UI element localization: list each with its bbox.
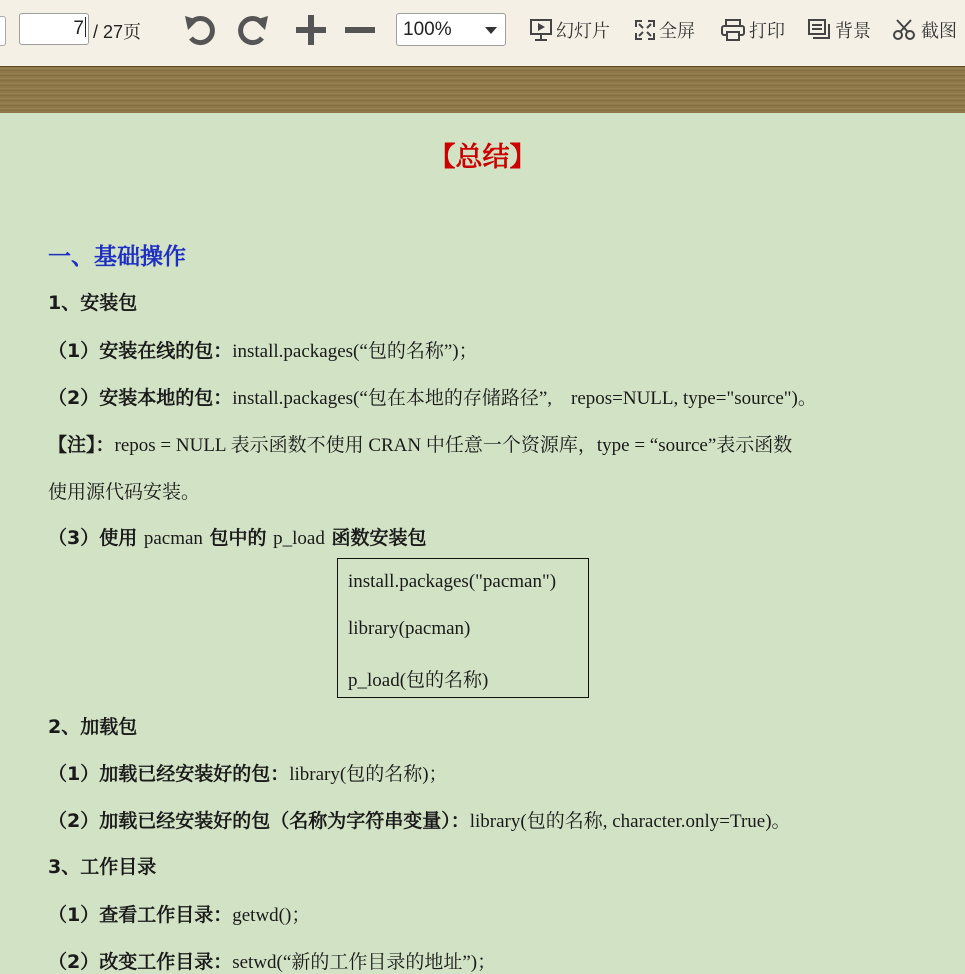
redo-icon[interactable] xyxy=(233,10,271,50)
code-text: library(包的名称, character.only=True)。 xyxy=(469,811,791,832)
paragraph-label: （2）改变工作目录： xyxy=(48,951,233,973)
note-text: repos = NULL 表示函数不使用 CRAN 中任意一个资源库，type = “source”表示函数 xyxy=(114,435,793,456)
note-label: 【注】： xyxy=(48,434,115,456)
code-box xyxy=(337,558,589,698)
paragraph-install-local xyxy=(48,383,817,410)
code-text: getwd()； xyxy=(232,905,311,926)
background-button[interactable] xyxy=(806,16,871,44)
subheading-working-directory: 3、工作目录 xyxy=(48,856,157,878)
decorative-wood-band xyxy=(0,66,965,113)
page-number-input[interactable] xyxy=(19,13,89,45)
text-fragment: pacman xyxy=(143,528,203,549)
section-heading-basic-operations: 一、基础操作 xyxy=(48,244,186,270)
fullscreen-label: 全屏 xyxy=(659,21,695,42)
document-page xyxy=(0,112,965,971)
code-text: library(包的名称)； xyxy=(289,764,448,785)
paragraph-getwd xyxy=(48,900,310,927)
slideshow-label: 幻灯片 xyxy=(556,21,610,42)
subheading-install-packages: 1、安装包 xyxy=(48,292,138,314)
subheading-load-packages: 2、加载包 xyxy=(48,716,138,738)
background-icon xyxy=(806,18,832,42)
sidebar-toggle-handle[interactable] xyxy=(0,16,6,46)
page-total-label: / 27页 xyxy=(93,22,142,42)
code-line: install.packages("pacman") xyxy=(348,571,557,592)
zoom-out-icon[interactable] xyxy=(341,10,379,50)
paragraph-label: （1）安装在线的包： xyxy=(48,340,233,362)
paragraph-note xyxy=(48,430,792,457)
scissors-icon xyxy=(892,18,918,42)
text-fragment: （3）使用 xyxy=(48,527,144,549)
paragraph-load-string-variable xyxy=(48,806,791,833)
paragraph-label: （1）查看工作目录： xyxy=(48,904,233,926)
zoom-select[interactable] xyxy=(396,13,506,46)
print-label: 打印 xyxy=(749,21,785,42)
code-text: install.packages(“包在本地的存储路径”, repos=NULL, type="source")。 xyxy=(232,388,817,409)
print-icon xyxy=(720,18,746,42)
code-line: p_load(包的名称) xyxy=(348,670,489,691)
paragraph-label: （2）加载已经安装好的包（名称为字符串变量）： xyxy=(48,810,470,832)
slideshow-icon xyxy=(529,18,553,42)
paragraph-install-online xyxy=(48,336,478,363)
text-fragment: 包中的 xyxy=(202,527,274,549)
text-caret xyxy=(85,17,86,37)
print-button[interactable] xyxy=(720,16,785,44)
page-title: 【总结】 xyxy=(428,142,537,173)
paragraph-label: （2）安装本地的包： xyxy=(48,387,233,409)
code-text: setwd(“新的工作目录的地址”)； xyxy=(232,952,497,973)
slideshow-button[interactable] xyxy=(529,16,610,44)
page-number-value: 7 xyxy=(73,18,84,39)
paragraph-label: （1）加载已经安装好的包： xyxy=(48,763,290,785)
fullscreen-icon xyxy=(634,19,656,41)
paragraph-pacman xyxy=(48,523,427,550)
paragraph-note-continued: 使用源代码安装。 xyxy=(48,482,201,503)
undo-icon[interactable] xyxy=(182,10,220,50)
screenshot-button[interactable] xyxy=(892,16,957,44)
text-fragment: p_load xyxy=(273,528,325,549)
screenshot-label: 截图 xyxy=(921,21,957,42)
paragraph-setwd xyxy=(48,947,496,974)
zoom-value: 100% xyxy=(403,19,452,40)
paragraph-load-installed xyxy=(48,759,448,786)
code-line: library(pacman) xyxy=(348,618,471,639)
text-fragment: 函数安装包 xyxy=(324,527,427,549)
code-text: install.packages(“包的名称”)； xyxy=(232,341,478,362)
fullscreen-button[interactable] xyxy=(634,16,695,44)
zoom-in-icon[interactable] xyxy=(292,10,330,50)
chevron-down-icon xyxy=(485,27,497,34)
background-label: 背景 xyxy=(835,21,871,42)
viewer-toolbar xyxy=(0,0,965,66)
